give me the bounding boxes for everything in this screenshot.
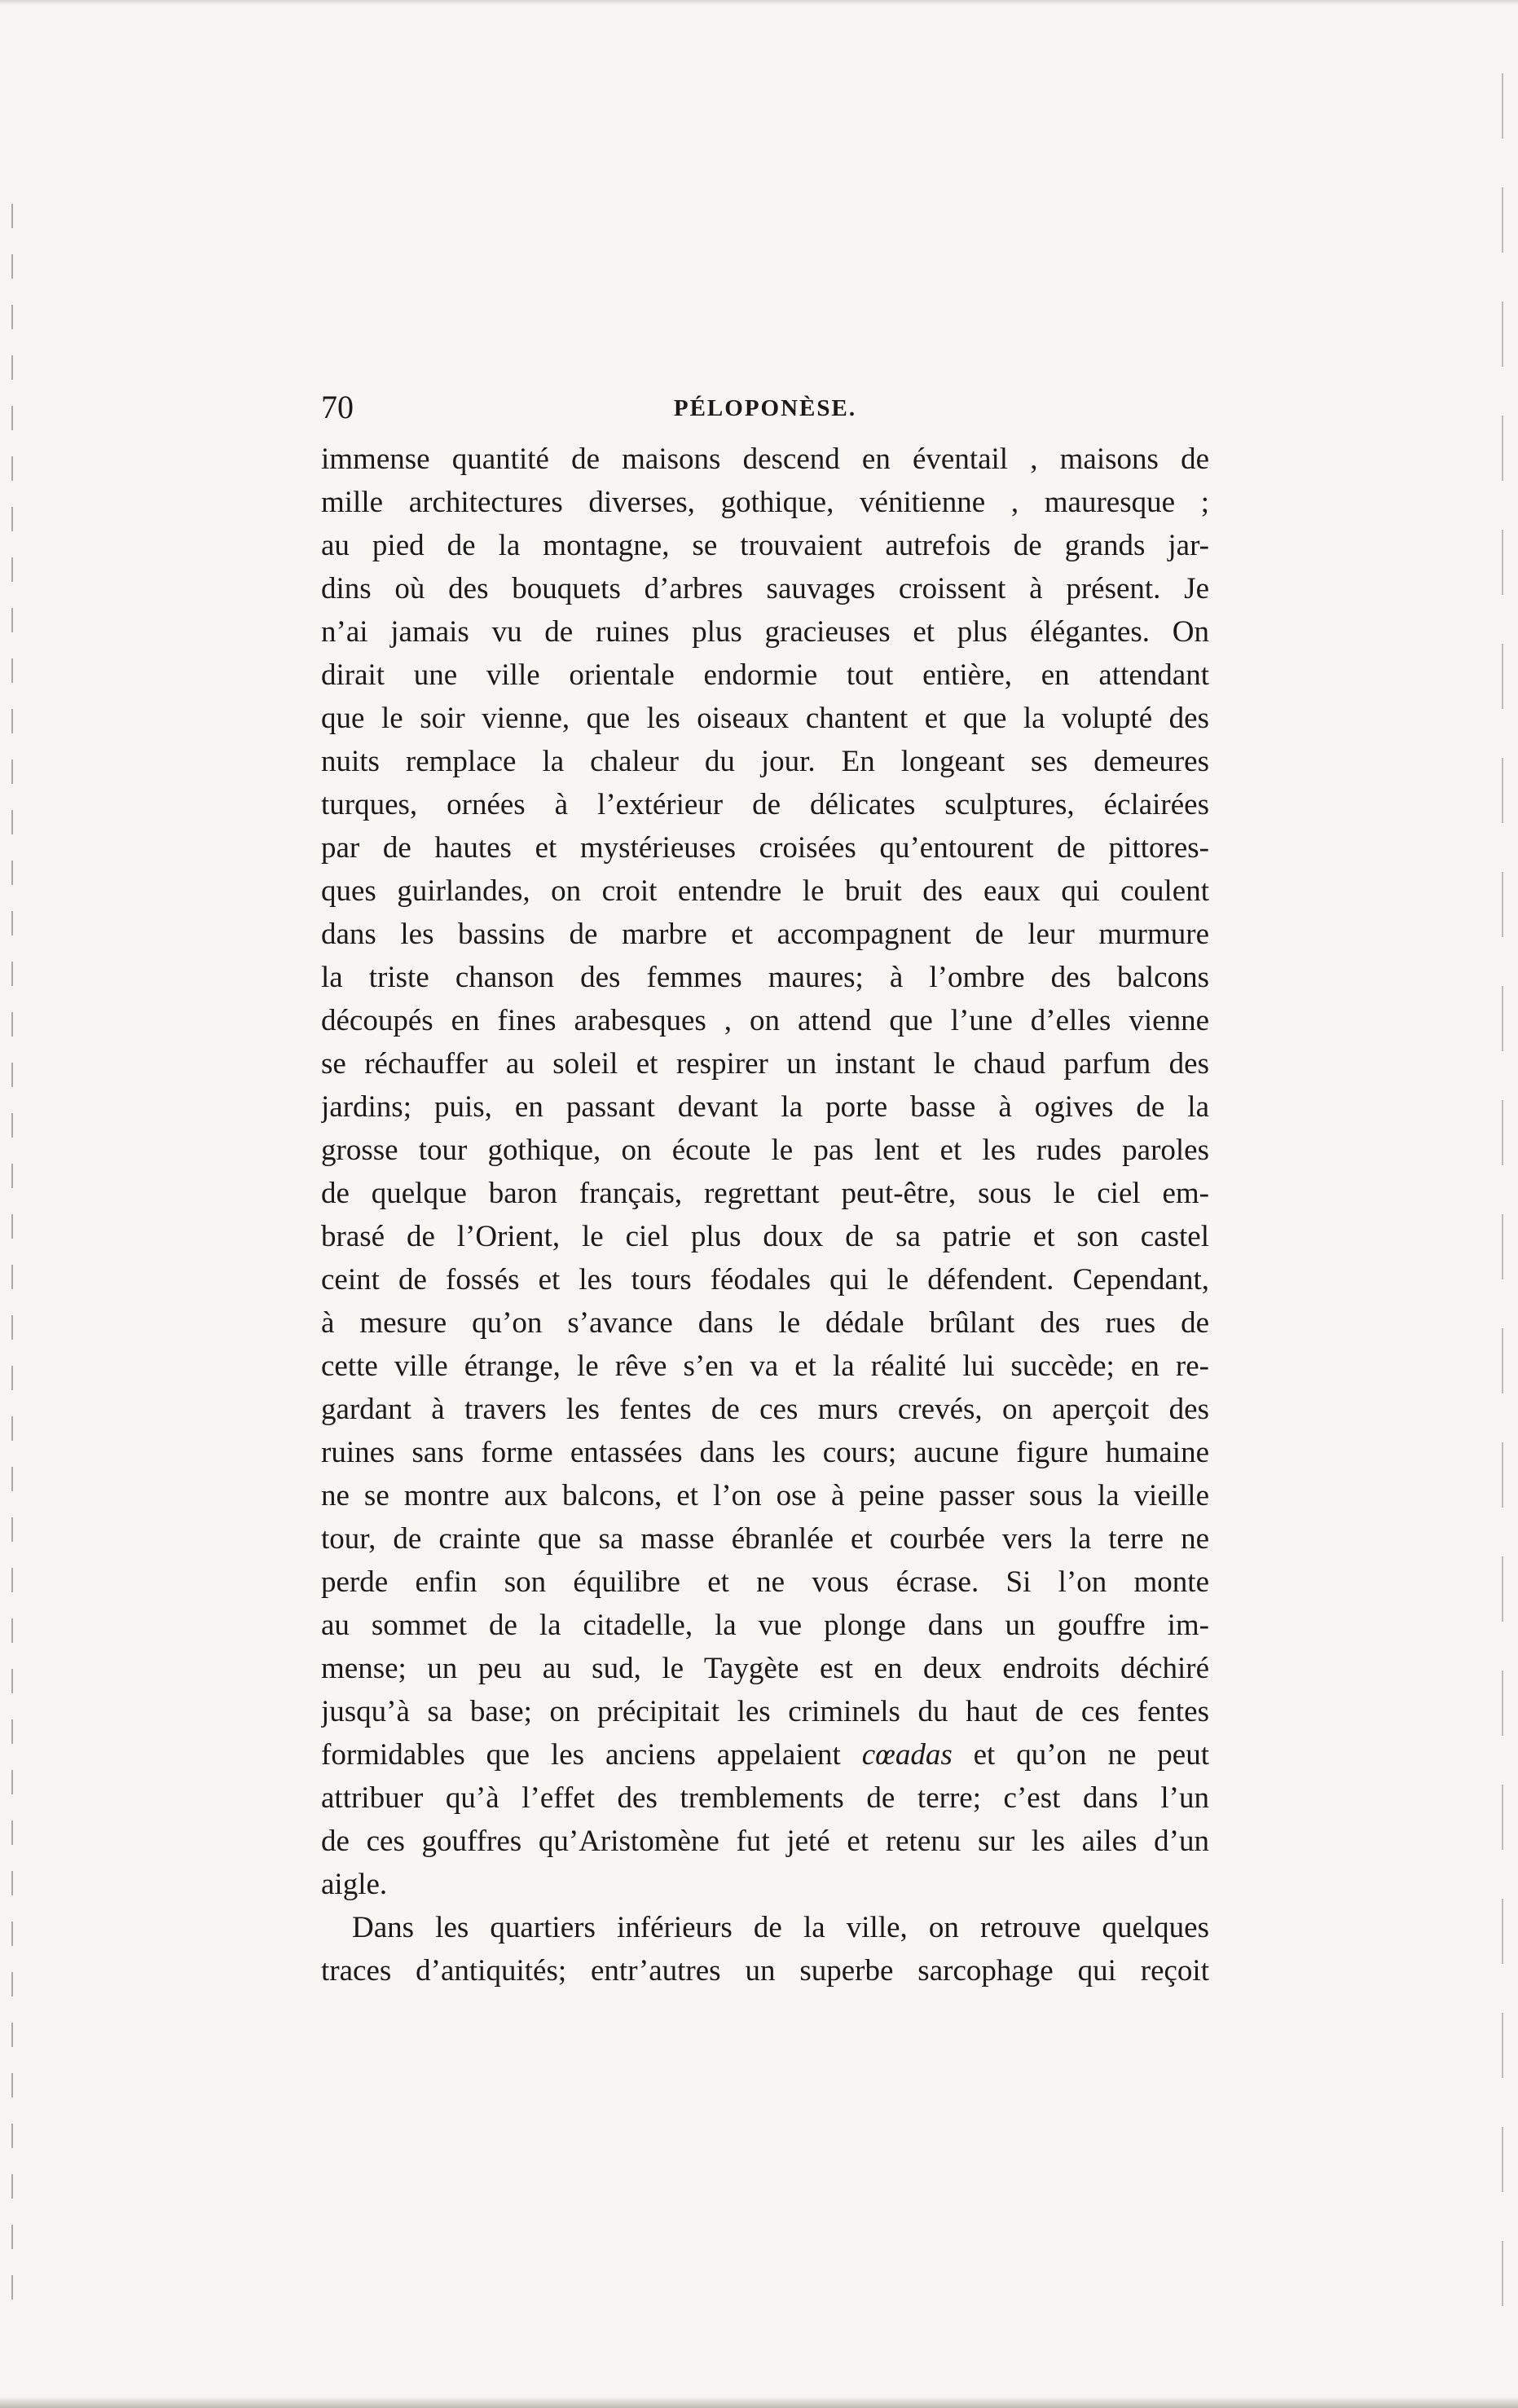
text-line: n’ai jamais vu de ruines plus gracieuses et plus élégantes. On [321, 615, 1209, 649]
text-line: que le soir vienne, que les oiseaux chantent et que la volupté des [321, 702, 1209, 735]
text-line: jardins; puis, en passant devant la porte basse à ogives de la [321, 1090, 1209, 1124]
text-line: turques, ornées à l’extérieur de délicates sculptures, éclairées [321, 788, 1209, 821]
text-line: cette ville étrange, le rêve s’en va et la réalité lui succède; en re- [321, 1349, 1209, 1383]
body-text [321, 438, 1209, 1992]
text-line: brasé de l’Orient, le ciel plus doux de sa patrie et son castel [321, 1220, 1209, 1253]
page-header [321, 383, 1209, 432]
running-title: PÉLOPONÈSE. [673, 395, 857, 421]
text-line: nuits remplace la chaleur du jour. En longeant ses demeures [321, 745, 1209, 778]
text-segment: et qu’on ne peut [952, 1738, 1209, 1772]
paragraph-start-line: Dans les quartiers inférieurs de la ville, on retrouve quelques [352, 1911, 1209, 1944]
text-line: ceint de fossés et les tours féodales qui le défendent. Cependant, [321, 1263, 1209, 1296]
text-line: attribuer qu’à l’effet des tremblements de terre; c’est dans l’un [321, 1781, 1209, 1815]
right-margin-scan-mark [1502, 73, 1503, 2314]
text-line: découpés en fines arabesques , on attend que l’une d’elles vienne [321, 1004, 1209, 1037]
text-line: à mesure qu’on s’avance dans le dédale brûlant des rues de [321, 1306, 1209, 1340]
text-line: au pied de la montagne, se trouvaient autrefois de grands jar- [321, 529, 1209, 562]
text-line: jusqu’à sa base; on précipitait les criminels du haut de ces fentes [321, 1695, 1209, 1728]
text-line: dans les bassins de marbre et accompagnent de leur murmure [321, 918, 1209, 951]
text-line: traces d’antiquités; entr’autres un superbe sarcophage qui reçoit [321, 1954, 1209, 1988]
text-line: immense quantité de maisons descend en éventail , maisons de [321, 442, 1209, 476]
text-line: gardant à travers les fentes de ces murs crevés, on aperçoit des [321, 1393, 1209, 1426]
text-line: tour, de crainte que sa masse ébranlée et courbée vers la terre ne [321, 1522, 1209, 1556]
italic-term: cœadas [861, 1738, 953, 1772]
text-line: se réchauffer au soleil et respirer un instant le chaud parfum des [321, 1047, 1209, 1081]
text-line-with-italic [321, 1733, 1209, 1776]
text-line: au sommet de la citadelle, la vue plonge dans un gouffre im- [321, 1609, 1209, 1642]
scan-edge-top [0, 0, 1518, 5]
text-line: ruines sans forme entassées dans les cours; aucune figure humaine [321, 1436, 1209, 1469]
text-line: mense; un peu au sud, le Taygète est en deux endroits déchiré [321, 1652, 1209, 1685]
text-line: dirait une ville orientale endormie tout entière, en attendant [321, 658, 1209, 692]
text-line: perde enfin son équilibre et ne vous écrase. Si l’on monte [321, 1565, 1209, 1599]
text-line: de ces gouffres qu’Aristomène fut jeté et retenu sur les ailes d’un [321, 1825, 1209, 1858]
text-segment: formidables que les anciens appelaient [321, 1738, 862, 1772]
text-line: mille architectures diverses, gothique, vénitienne , mauresque ; [321, 486, 1209, 519]
text-line: par de hautes et mystérieuses croisées qu’entourent de pittores- [321, 831, 1209, 865]
text-line: ques guirlandes, on croit entendre le bruit des eaux qui coulent [321, 874, 1209, 908]
text-line: grosse tour gothique, on écoute le pas lent et les rudes paroles [321, 1134, 1209, 1167]
text-line: dins où des bouquets d’arbres sauvages croissent à présent. Je [321, 572, 1209, 605]
paragraph-end-line: aigle. [321, 1868, 388, 1901]
text-line: la triste chanson des femmes maures; à l’ombre des balcons [321, 961, 1209, 994]
page-number: 70 [321, 389, 354, 425]
scan-edge-bottom [0, 2397, 1518, 2408]
text-line: de quelque baron français, regrettant peut-être, sous le ciel em- [321, 1177, 1209, 1210]
text-line: ne se montre aux balcons, et l’on ose à peine passer sous la vieille [321, 1479, 1209, 1512]
left-margin-scan-mark [11, 204, 13, 2322]
